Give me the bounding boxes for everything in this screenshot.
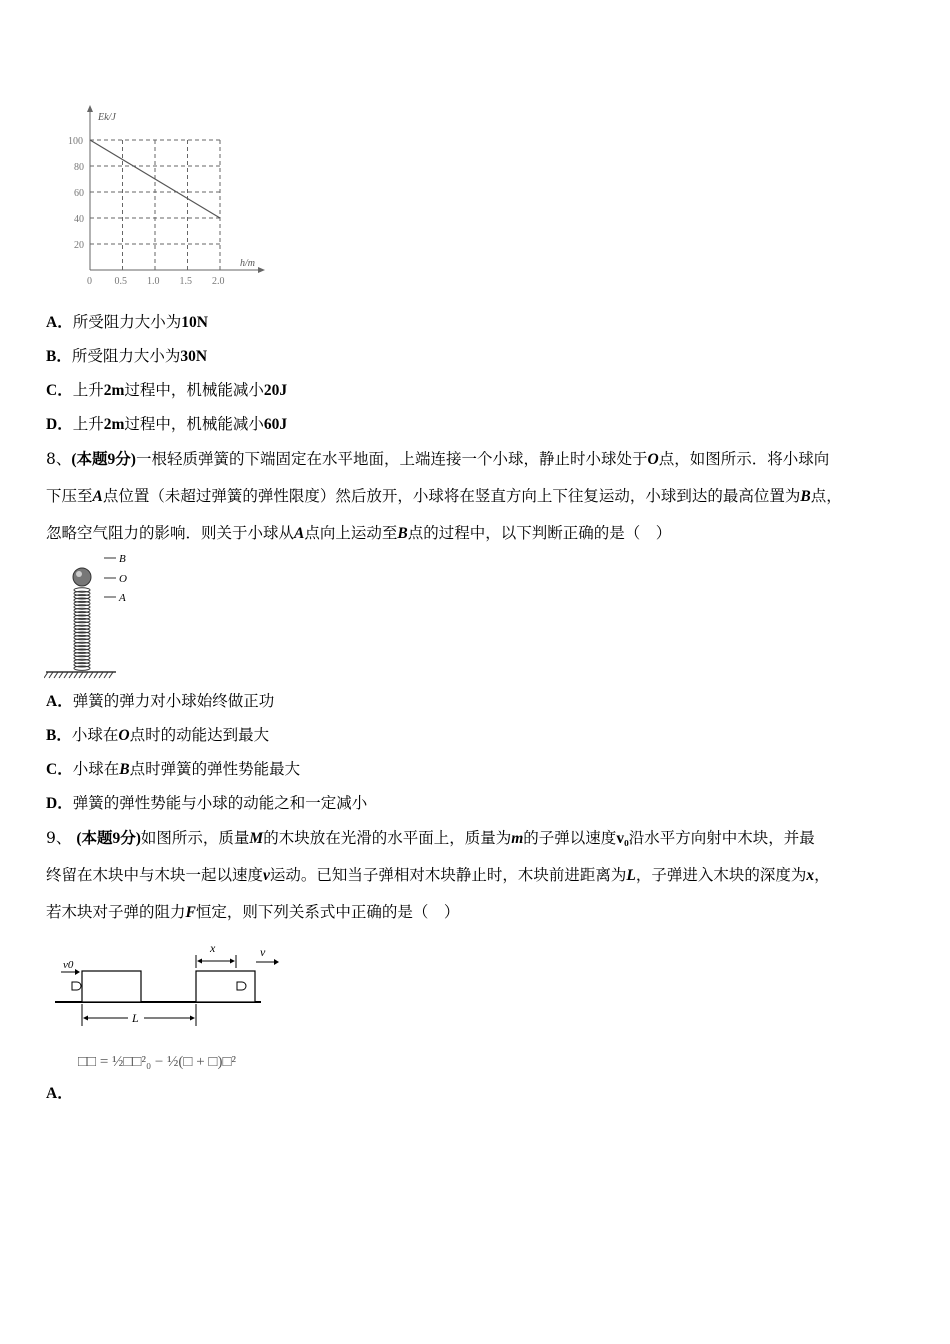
q7-option-d — [46, 414, 287, 435]
bullet-initial-icon — [72, 982, 81, 990]
question-number: 8、 — [46, 450, 72, 468]
v-label: v — [260, 945, 266, 959]
spring-ball-figure — [44, 548, 144, 680]
q8-option-d — [46, 793, 367, 814]
grid-lines — [90, 140, 220, 270]
option-value: 60J — [263, 416, 288, 433]
option-text: 点时弹簧的弹性势能最大 — [129, 760, 301, 778]
q9-stem-line-1 — [46, 828, 815, 849]
symbol: x — [806, 867, 815, 884]
q8-stem-line-3 — [46, 523, 671, 544]
q8-option-c — [46, 759, 300, 780]
point-label: B — [397, 525, 408, 542]
score-value: 9 — [107, 451, 116, 468]
point-label: B — [119, 761, 130, 778]
hatch-mark — [44, 672, 48, 678]
x-tick-label: 1.5 — [179, 276, 192, 287]
q9-stem-line-3 — [46, 902, 459, 923]
hatch-mark — [104, 672, 108, 678]
stem-text: 一根轻质弹簧的下端固定在水平地面，上端连接一个小球，静止时小球处于 — [135, 450, 648, 468]
stem-text: 运动。已知当子弹相对木块静止时，木块前进距离为 — [269, 866, 627, 884]
y-tick-label: 60 — [74, 188, 84, 199]
y-tick-label: 20 — [74, 240, 84, 251]
q7-option-c — [46, 380, 287, 401]
x-tick-label: 0 — [87, 276, 92, 287]
option-letter: B． — [46, 727, 72, 744]
option-text: 小球在 — [72, 760, 120, 778]
option-letter: C． — [46, 382, 73, 399]
ticks — [68, 136, 225, 287]
marker-a-label: A — [119, 592, 126, 604]
x-axis-arrow-icon — [258, 267, 265, 273]
x-tick-label: 0.5 — [114, 276, 127, 287]
x-tick-label: 2.0 — [212, 276, 225, 287]
hatch-mark — [99, 672, 103, 678]
q9-option-a-formula: □□ = ½□□²₀ − ½(□ + □)□² — [78, 1054, 237, 1070]
symbol: v₀ — [616, 830, 629, 847]
hatch-mark — [79, 672, 83, 678]
q8-option-a — [46, 691, 274, 712]
option-letter: D． — [46, 416, 73, 433]
v0-label: v0 — [63, 959, 74, 971]
option-letter: D． — [46, 795, 73, 812]
q8-option-b — [46, 725, 269, 746]
option-text: 过程中，机械能减小 — [124, 415, 264, 433]
option-value: 10N — [181, 314, 208, 331]
q7-option-b — [46, 346, 207, 367]
hatch-mark — [89, 672, 93, 678]
v0-arrow-head-icon — [75, 969, 80, 975]
option-text: 小球在 — [71, 726, 119, 744]
stem-text: 的木块放在光滑的水平面上，质量为 — [263, 829, 512, 847]
stem-text: 点位置（未超过弹簧的弹性限度）然后放开，小球将在竖直方向上下往复运动，小球到达的最高位置为 — [102, 487, 801, 505]
x-axis-label: h/m — [240, 258, 255, 269]
hatch-mark — [59, 672, 63, 678]
stem-text: 点向上运动至 — [304, 524, 398, 542]
x-tick-label: 1.0 — [147, 276, 160, 287]
option-text: 点时的动能达到最大 — [129, 726, 270, 744]
symbol: m — [511, 830, 524, 847]
l-dim-arrow-left-icon — [83, 1016, 88, 1021]
bullet-embedded-icon — [237, 982, 246, 990]
stem-text: 终留在木块中与木块一起以速度 — [46, 866, 264, 884]
block-initial — [82, 971, 141, 1002]
option-text: 上升 — [72, 415, 104, 433]
v-arrow-head-icon — [274, 959, 279, 965]
option-letter: C． — [46, 761, 73, 778]
ball — [73, 568, 91, 586]
hatch-mark — [54, 672, 58, 678]
option-letter: A． — [46, 314, 73, 331]
hatch-mark — [69, 672, 73, 678]
option-value: 20J — [263, 382, 288, 399]
q9-option-a — [46, 1083, 73, 1104]
stem-text: 下压至 — [46, 487, 93, 505]
option-value: 30N — [180, 348, 208, 365]
hatch-mark — [94, 672, 98, 678]
stem-text: 的子弹以速度 — [523, 829, 617, 847]
ball-highlight — [76, 571, 82, 577]
q7-option-a — [46, 312, 208, 333]
hatch-mark — [64, 672, 68, 678]
point-label: B — [800, 488, 811, 505]
x-dim-arrow-left-icon — [197, 959, 202, 964]
question-number: 9、 — [46, 829, 72, 847]
option-text: 所受阻力大小为 — [72, 313, 182, 331]
symbol: L — [626, 867, 636, 884]
symbol: M — [249, 830, 264, 847]
stem-text: 忽略空气阻力的影响．则关于小球从 — [46, 524, 295, 542]
l-dim-arrow-right-icon — [190, 1016, 195, 1021]
point-label: O — [118, 727, 130, 744]
option-text: 上升 — [72, 381, 104, 399]
bullet-block-figure — [55, 940, 295, 1032]
spring-coil — [74, 588, 90, 671]
y-axis-label: Ek/J — [98, 112, 116, 123]
score-tag: (本题 — [71, 451, 108, 468]
point-label: A — [294, 525, 305, 542]
ek-h-chart — [60, 100, 280, 300]
score-tag-end: 分) — [120, 830, 141, 847]
option-text: 所受阻力大小为 — [71, 347, 181, 365]
symbol: v — [263, 867, 270, 884]
hatch-mark — [74, 672, 78, 678]
option-text: 弹簧的弹性势能与小球的动能之和一定减小 — [72, 794, 368, 812]
stem-text: 若木块对子弹的阻力 — [46, 903, 186, 921]
marker-b-label: B — [119, 553, 126, 565]
x-dim-arrow-right-icon — [230, 959, 235, 964]
option-text: 弹簧的弹力对小球始终做正功 — [72, 692, 275, 710]
l-label: L — [132, 1011, 139, 1025]
score-value: 9 — [112, 830, 121, 847]
stem-text: 如图所示，质量 — [140, 829, 250, 847]
stem-text: 沿水平方向射中木块，并最 — [628, 829, 815, 847]
hatch-mark — [84, 672, 88, 678]
stem-text: ， — [814, 866, 830, 884]
point-label: O — [647, 451, 659, 468]
ground-hatch — [44, 672, 113, 678]
symbol: F — [185, 904, 196, 921]
stem-text: ，子弹进入木块的深度为 — [635, 866, 807, 884]
y-tick-label: 80 — [74, 162, 84, 173]
option-value: 2m — [103, 416, 125, 433]
stem-text: 恒定，则下列关系式中正确的是（ ） — [195, 903, 460, 921]
option-text: 过程中，机械能减小 — [124, 381, 264, 399]
x-label: x — [210, 941, 216, 955]
q9-stem-line-2 — [46, 865, 830, 886]
marker-o-label: O — [119, 573, 127, 585]
option-letter: B． — [46, 348, 72, 365]
q8-stem-line-1 — [46, 449, 829, 470]
option-letter: A． — [46, 1085, 73, 1102]
option-value: 2m — [103, 382, 125, 399]
point-label: A — [92, 488, 103, 505]
hatch-mark — [109, 672, 113, 678]
q8-stem-line-2 — [46, 486, 842, 507]
stem-text: 点， — [810, 487, 842, 505]
score-tag-end: 分) — [115, 451, 136, 468]
hatch-mark — [49, 672, 53, 678]
stem-text: 点，如图所示．将小球向 — [658, 450, 830, 468]
stem-text: 点的过程中，以下判断正确的是（ ） — [407, 524, 672, 542]
y-tick-label: 100 — [68, 136, 83, 147]
score-tag: (本题 — [76, 830, 113, 847]
y-tick-label: 40 — [74, 214, 84, 225]
y-axis-arrow-icon — [87, 105, 93, 112]
option-letter: A． — [46, 693, 73, 710]
